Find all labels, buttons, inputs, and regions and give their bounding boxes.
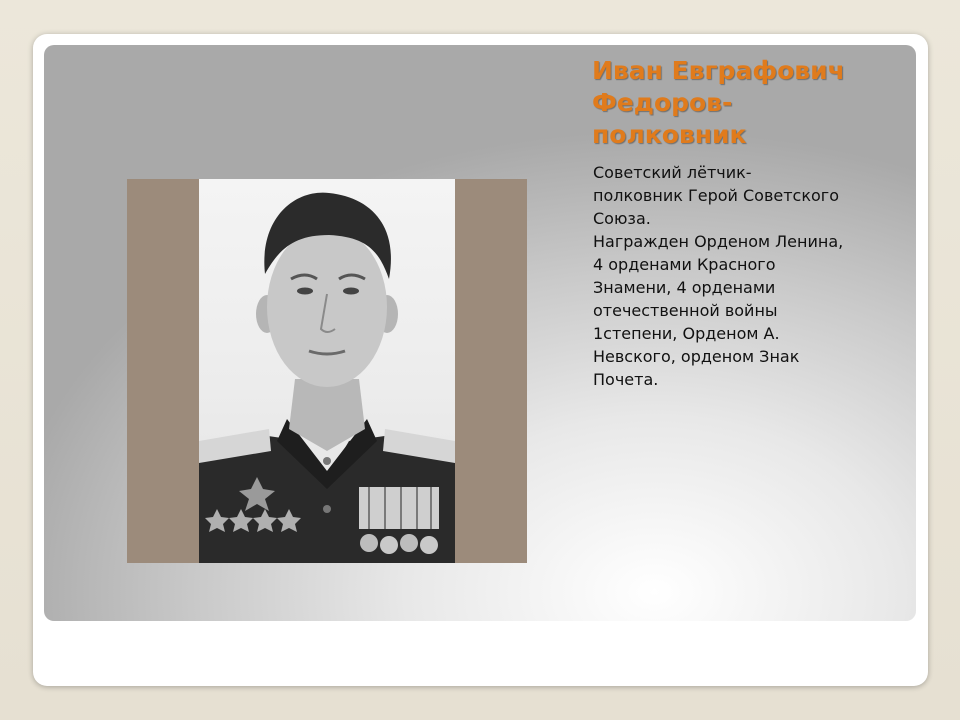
title-line: Иван Евграфович <box>592 56 845 85</box>
slide-body-text <box>593 161 903 391</box>
slide-title <box>592 55 912 151</box>
body-line: полковник Герой Советского <box>593 186 839 205</box>
body-line: 4 орденами Красного <box>593 255 776 274</box>
title-line: полковник <box>592 120 747 149</box>
body-line: Почета. <box>593 370 659 389</box>
body-line: Награжден Орденом Ленина, <box>593 232 844 251</box>
portrait-photo <box>199 179 455 563</box>
body-line: 1степени, Орденом А. <box>593 324 780 343</box>
portrait-illustration <box>199 179 455 563</box>
body-line: отечественной войны <box>593 301 778 320</box>
portrait-photo-frame <box>127 179 527 563</box>
body-line: Невского, орденом Знак <box>593 347 800 366</box>
body-line: Советский лётчик- <box>593 163 752 182</box>
title-line: Федоров- <box>592 88 733 117</box>
body-line: Знамени, 4 орденами <box>593 278 776 297</box>
body-line: Союза. <box>593 209 651 228</box>
